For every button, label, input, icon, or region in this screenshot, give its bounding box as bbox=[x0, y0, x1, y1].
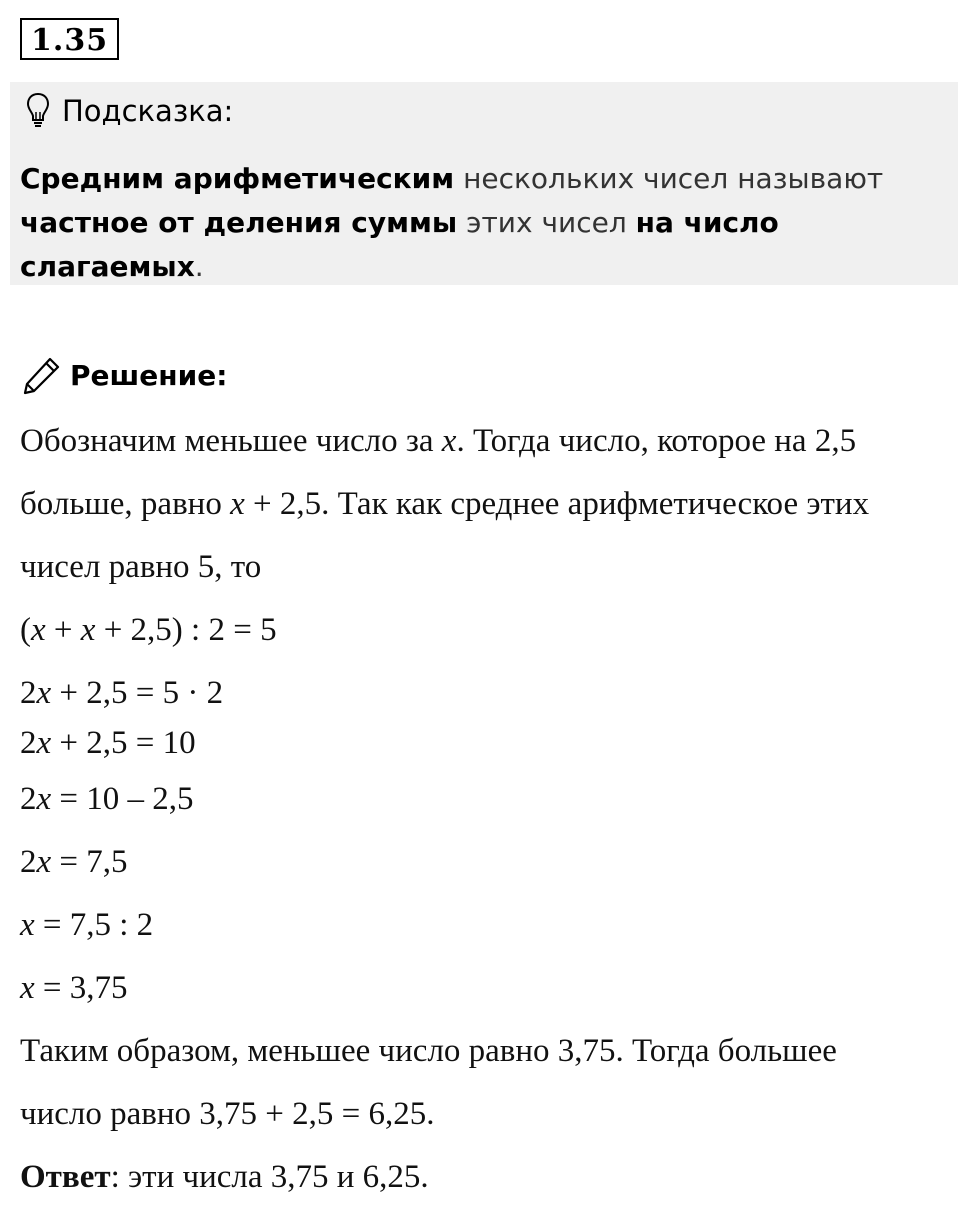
answer-text: : эти числа 3,75 и 6,25. bbox=[110, 1159, 429, 1195]
equation-line: 2x + 2,5 = 10 bbox=[20, 725, 196, 761]
hint-title: Подсказка: bbox=[62, 94, 234, 128]
answer-label: Ответ bbox=[20, 1159, 111, 1195]
solution-line: число равно 3,75 + 2,5 = 6,25. bbox=[20, 1096, 435, 1132]
pencil-icon bbox=[22, 355, 62, 395]
solution-body bbox=[20, 410, 950, 1209]
solution-line: больше, равно x + 2,5. Так как среднее арифметическое этих bbox=[20, 486, 870, 522]
lightbulb-icon bbox=[26, 92, 50, 130]
solution-line: чисел равно 5, то bbox=[20, 549, 262, 585]
solution-line: Таким образом, меньшее число равно 3,75. Тогда большее bbox=[20, 1033, 837, 1069]
solution-title: Решение: bbox=[70, 358, 228, 392]
equation-line: (x + x + 2,5) : 2 = 5 bbox=[20, 612, 277, 648]
equation-line: x = 7,5 : 2 bbox=[20, 907, 154, 943]
equation-line: 2x = 10 – 2,5 bbox=[20, 781, 194, 817]
solution-line: Обозначим меньшее число за x. Тогда число, которое на 2,5 bbox=[20, 423, 857, 459]
equation-line: 2x = 7,5 bbox=[20, 844, 128, 880]
solution-header bbox=[22, 352, 227, 398]
answer-line bbox=[20, 1146, 950, 1209]
hint-term: на число слагаемых bbox=[20, 206, 779, 283]
problem-number: 1.35 bbox=[20, 18, 119, 60]
hint-text-part: нескольких чисел называют bbox=[454, 162, 884, 195]
hint-text-part: этих чисел bbox=[457, 206, 636, 239]
hint-term: Средним арифметическим bbox=[20, 162, 455, 195]
hint-term: частное от деления суммы bbox=[20, 206, 458, 239]
equation-line: x = 3,75 bbox=[20, 970, 128, 1006]
hint-definition bbox=[20, 157, 940, 289]
hint-header bbox=[26, 90, 233, 132]
hint-text-part: . bbox=[194, 250, 204, 283]
equation-line: 2x + 2,5 = 5 · 2 bbox=[20, 675, 224, 711]
